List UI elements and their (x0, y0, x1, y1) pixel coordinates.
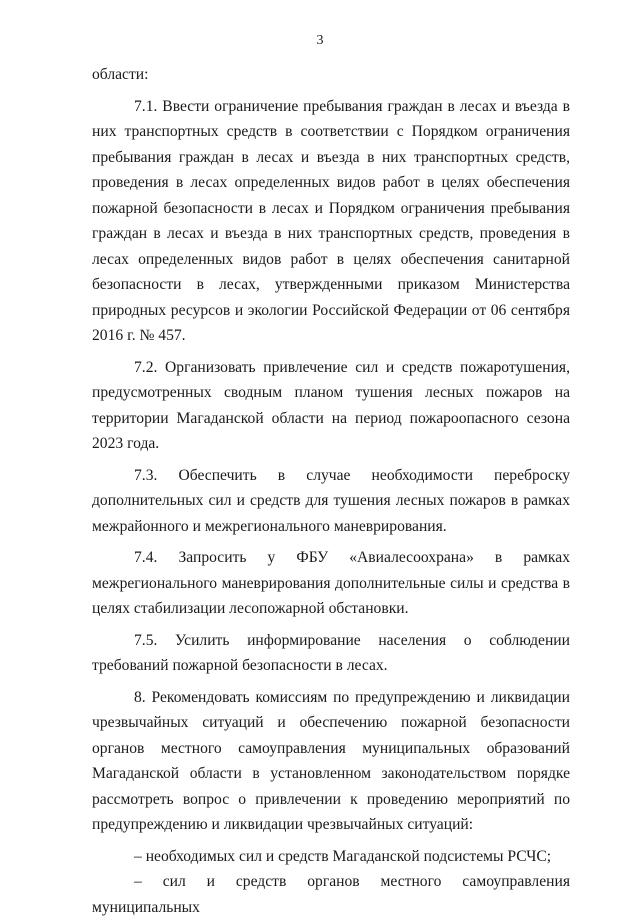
paragraph-7-4: 7.4. Запросить у ФБУ «Авиалесоохрана» в рамках межрегионального маневрирования дополнительные силы и средства в целях стабилизации лесопожарной обстановки. (92, 549, 570, 617)
paragraph-7-1: 7.1. Ввести ограничение пребывания граждан в лесах и въезда в них транспортных средств в соответствии с Порядком ограничения пребывания граждан в лесах и въезда в них транспортных средств, проведения в лесах определенных видов работ в целях обеспечения пожарной безопасности в лесах и Порядком ограничения пребывания граждан в лесах и въезда в них транспортных средств, проведения в лесах определенных видов работ в целях обеспечения санитарной безопасности в лесах, утвержденными приказом Министерства природных ресурсов и экологии Российской Федерации от 06 сентября 2016 г. № 457. (92, 97, 570, 344)
paragraph-7-2: 7.2. Организовать привлечение сил и средств пожаротушения, предусмотренных сводным планом тушения лесных пожаров на территории Магаданской области на период пожароопасного сезона 2023 года. (92, 358, 570, 452)
paragraph-8: 8. Рекомендовать комиссиям по предупреждению и ликвидации чрезвычайных ситуаций и обеспечению пожарной безопасности органов местного самоуправления муниципальных образований Магаданской области в установленном законодательством порядке рассмотреть вопрос о привлечении к проведению мероприятий по предупреждению и ликвидации чрезвычайных ситуаций: (92, 688, 570, 833)
paragraph-7-3: 7.3. Обеспечить в случае необходимости переброску дополнительных сил и средств для тушения лесных пожаров в рамках межрайонного и межрегионального маневрирования. (92, 466, 570, 535)
page-number: 3 (316, 33, 324, 48)
list-item-local-government-forces: – сил и средств органов местного самоуправления муниципальных (92, 873, 570, 916)
paragraph-continuation: области: (92, 66, 149, 83)
document-body (92, 62, 570, 920)
list-item-rschs-forces: – необходимых сил и средств Магаданской подсистемы РСЧС; (134, 847, 552, 865)
paragraph-7-5: 7.5. Усилить информирование населения о соблюдении требований пожарной безопасности в лесах. (92, 631, 570, 674)
